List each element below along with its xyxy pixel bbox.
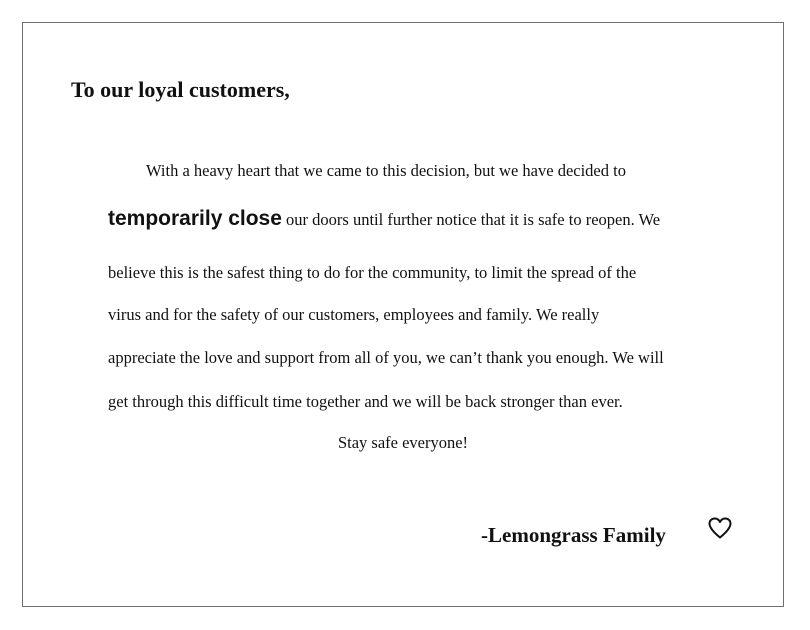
body-line-2-rest: our doors until further notice that it is safe to reopen. We: [281, 210, 661, 229]
body-line-4: virus and for the safety of our customers, employees and family. We really: [108, 305, 600, 324]
body-line-3: believe this is the safest thing to do for the community, to limit the spread of the: [108, 263, 637, 282]
salutation: To our loyal customers,: [71, 77, 290, 102]
closing-line: Stay safe everyone!: [337, 433, 469, 452]
body-line-1: With a heavy heart that we came to this decision, but we have decided to: [146, 161, 626, 180]
emphasized-text: temporarily close: [108, 207, 282, 230]
signature: -Lemongrass Family: [481, 523, 666, 547]
body-line-2: [108, 209, 660, 230]
body-line-6: get through this difficult time together and we will be back stronger than ever.: [108, 392, 623, 411]
letter-page: [22, 22, 784, 607]
body-line-5: appreciate the love and support from all of you, we can’t thank you enough. We will: [108, 348, 664, 367]
heart-outline-icon: [708, 517, 732, 539]
